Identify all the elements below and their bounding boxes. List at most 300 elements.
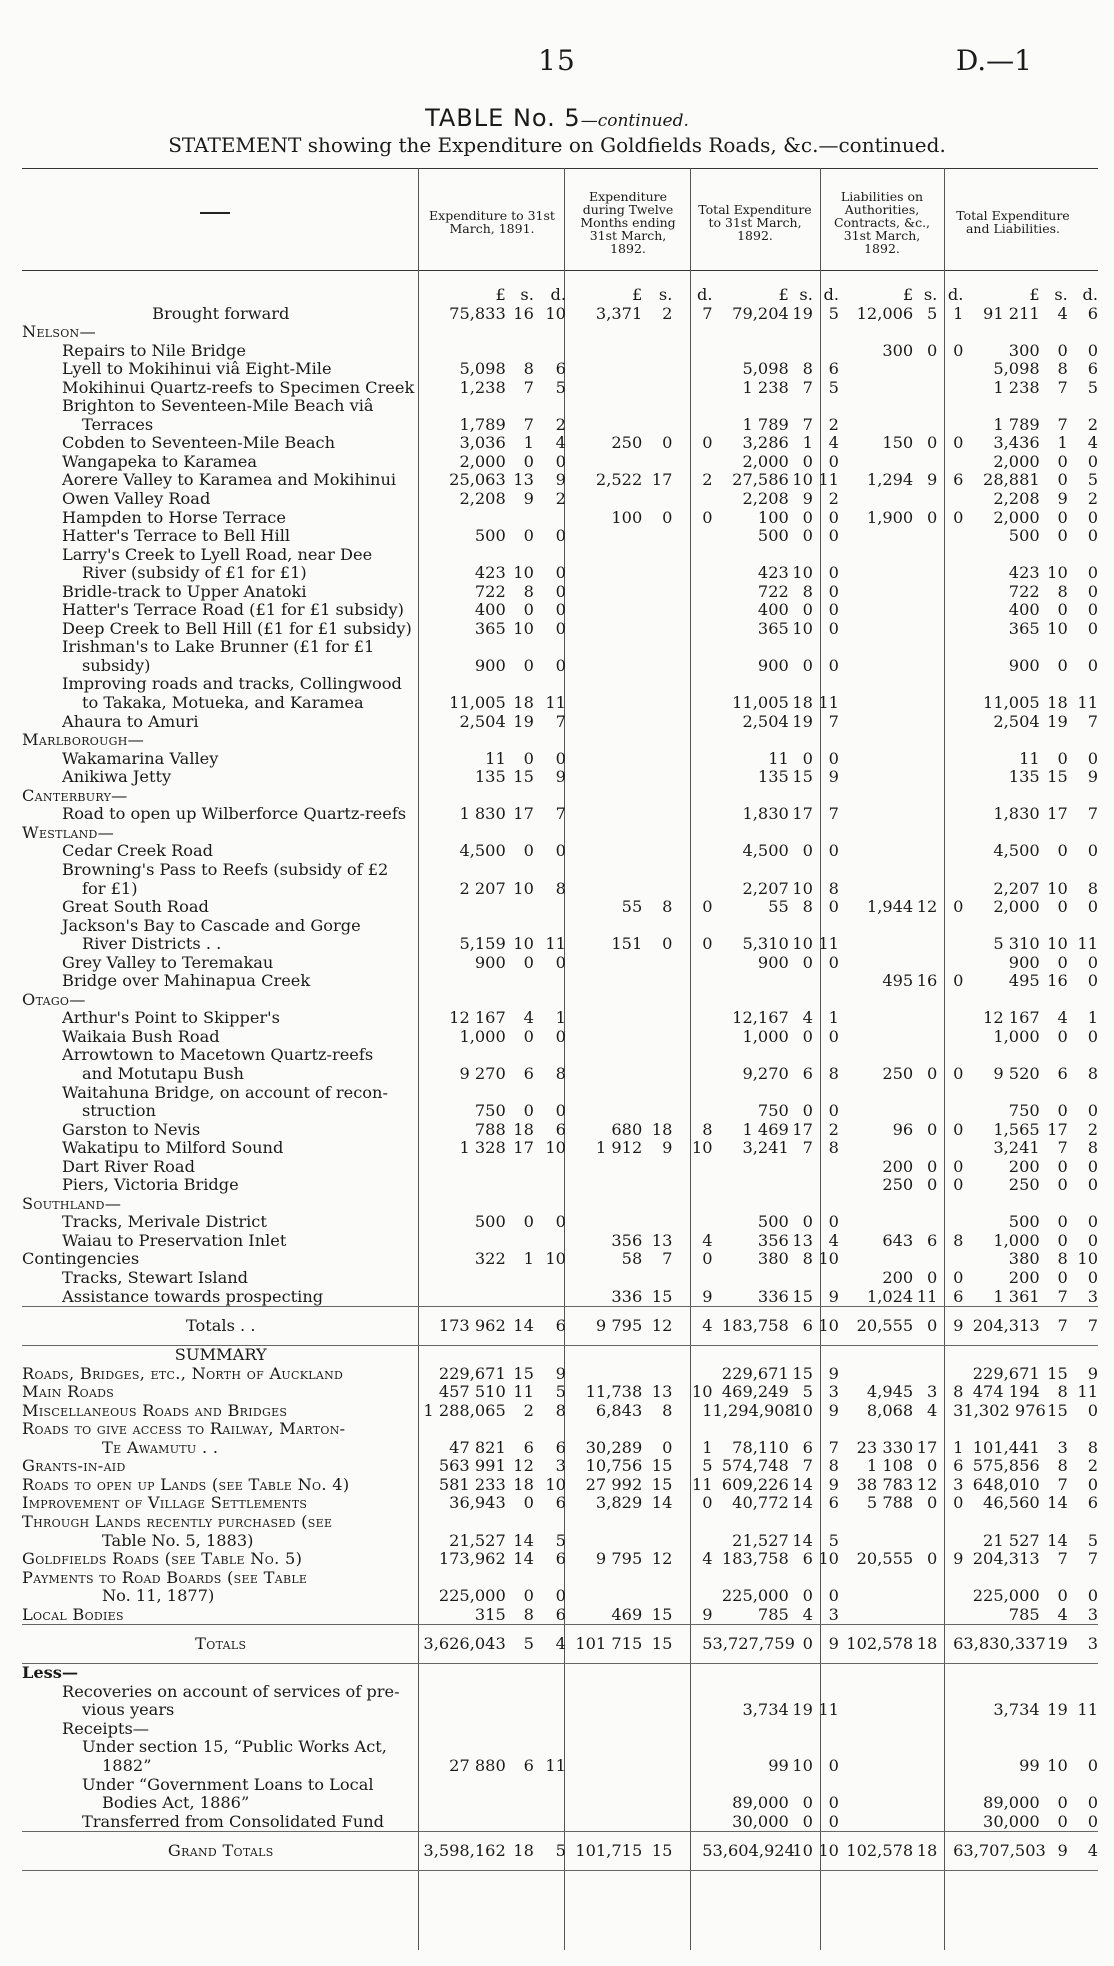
pounds-value: 1,000 (993, 1026, 1040, 1046)
table-row (22, 471, 1098, 490)
table-row (22, 342, 1098, 361)
pence-value (937, 1757, 963, 1776)
pounds-value: 2,207 (742, 878, 789, 898)
shillings-value: 10 (792, 563, 813, 583)
pounds-value (963, 1046, 1039, 1065)
pence-value: 0 (828, 526, 839, 546)
pounds-value (839, 564, 913, 583)
row-label: Recoveries on account of services of pre- (62, 1681, 400, 1701)
shillings-value (913, 750, 937, 769)
pounds-value: 900 (1008, 655, 1040, 675)
table-row (22, 1513, 1098, 1532)
shillings-value: 0 (662, 934, 673, 954)
shillings-value: 9 (1057, 489, 1068, 509)
row-label: Road to open up Wilberforce Quartz-reefs (62, 804, 407, 824)
pounds-value: 750 (474, 1101, 506, 1121)
shillings-value (642, 861, 672, 880)
pounds-value: 3,436 (993, 433, 1040, 453)
row-label: Marlborough— (22, 730, 145, 750)
pence-value (937, 1028, 963, 1047)
pence-value: 6 (555, 1604, 566, 1624)
pence-value (937, 397, 963, 416)
pence-value (672, 601, 712, 620)
pounds-value (419, 1084, 505, 1103)
pence-value: 8 (702, 1119, 713, 1139)
table-title-suffix: —continued. (580, 111, 689, 131)
shillings-value (913, 1102, 937, 1121)
pounds-value: 55 (621, 897, 643, 917)
shillings-value (642, 1776, 672, 1795)
pounds-value (419, 1346, 505, 1365)
shillings-value (913, 1701, 937, 1720)
pounds-value (839, 1102, 913, 1121)
pence-value (813, 824, 839, 843)
row-label: Grand Totals (22, 1832, 419, 1871)
row-label: Nelson— (22, 322, 96, 342)
pence-value (813, 638, 839, 657)
unit-label: d. (1082, 285, 1098, 304)
pence-value: 5 (555, 1530, 566, 1550)
pounds-value: 500 (474, 526, 506, 546)
pence-value (813, 323, 839, 342)
pence-value (813, 861, 839, 880)
row-label: Southland— (22, 1193, 122, 1213)
shillings-value (642, 453, 672, 472)
shillings-value: 13 (792, 1230, 813, 1250)
pounds-value (419, 1420, 505, 1439)
pence-value: 0 (1087, 1101, 1098, 1121)
pence-value: 0 (1087, 971, 1098, 991)
pence-value (672, 750, 712, 769)
pounds-value (566, 1587, 642, 1606)
pounds-value (419, 861, 505, 880)
pounds-value (839, 583, 913, 602)
pence-value: 0 (1087, 1756, 1098, 1776)
pounds-value (963, 397, 1039, 416)
row-label: Aorere Valley to Karamea and Mokihinui (62, 470, 397, 490)
row-label: Owen Valley Road (62, 489, 211, 509)
pounds-value (419, 397, 505, 416)
pounds-value (566, 1213, 642, 1232)
pounds-value (963, 1664, 1039, 1683)
unit-label: d. (697, 285, 713, 304)
row-label: Terraces (82, 414, 154, 434)
shillings-value (913, 1365, 937, 1384)
shillings-value: 0 (927, 1119, 938, 1139)
table-row (22, 638, 1098, 657)
shillings-value: 7 (1057, 1286, 1068, 1306)
pounds-value (566, 805, 642, 824)
pence-value (1068, 1420, 1098, 1439)
pounds-value (839, 1683, 913, 1702)
pence-value (672, 620, 712, 639)
row-label: Improvement of Village Settlements (22, 1493, 308, 1513)
pounds-value: 101 715 (566, 1625, 642, 1664)
pounds-value (839, 638, 913, 657)
pence-value: 0 (828, 1212, 839, 1232)
shillings-value: 0 (662, 1437, 673, 1457)
shillings-value: 0 (523, 1101, 534, 1121)
shillings-value: 12 (513, 1456, 534, 1476)
pence-value (813, 546, 839, 565)
pounds-value (419, 342, 505, 361)
shillings-value (913, 1720, 937, 1739)
pounds-value (839, 880, 913, 899)
pounds-value: 336 (757, 1286, 789, 1306)
shillings-value (642, 1664, 672, 1683)
row-label: Less— (22, 1663, 79, 1683)
pence-value: 5 (828, 303, 839, 323)
shillings-value (913, 546, 937, 565)
shillings-value (789, 1176, 813, 1195)
pounds-value (419, 1288, 505, 1307)
pence-value (1068, 824, 1098, 843)
pence-value (1068, 787, 1098, 806)
table-row (22, 991, 1098, 1010)
pence-value (937, 1213, 963, 1232)
shillings-value (913, 583, 937, 602)
shillings-value: 8 (802, 581, 813, 601)
pounds-value (713, 1664, 789, 1683)
shillings-value: 13 (513, 470, 534, 490)
shillings-value: 0 (523, 1586, 534, 1606)
pounds-value: 38 783 (856, 1474, 914, 1494)
pounds-value: 200 (1008, 1156, 1040, 1176)
shillings-value: 11 (916, 1286, 938, 1306)
shillings-value (913, 768, 937, 787)
pence-value: 11 (818, 1700, 839, 1720)
pounds-value: 204,313 (972, 1549, 1040, 1569)
pence-value (672, 917, 712, 936)
pounds-value (419, 824, 505, 843)
pence-value: 4 (534, 1625, 566, 1664)
pounds-value: 1,000 (742, 1026, 789, 1046)
pounds-value: 12 167 (983, 1008, 1040, 1028)
pence-value (937, 1776, 963, 1795)
shillings-value: 10 (513, 934, 534, 954)
shillings-value: 18 (506, 1832, 534, 1871)
pounds-value: 1,830 (742, 804, 789, 824)
shillings-value (913, 1046, 937, 1065)
pounds-value: 25,063 (449, 470, 506, 490)
pounds-value (963, 1195, 1039, 1214)
shillings-value (506, 1738, 534, 1757)
pence-value (534, 1813, 566, 1832)
shillings-value (913, 991, 937, 1010)
row-label: Great South Road (62, 897, 209, 917)
pounds-value (839, 416, 913, 435)
shillings-value (642, 1213, 672, 1232)
table-row (22, 416, 1098, 435)
pounds-value (566, 638, 642, 657)
pence-value (534, 1776, 566, 1795)
row-label (22, 286, 419, 305)
pounds-value: 250 (611, 433, 643, 453)
shillings-value (789, 546, 813, 565)
table-row (22, 527, 1098, 546)
pounds-value: 135 (757, 767, 789, 787)
pence-value: 0 (702, 507, 713, 527)
pounds-value (713, 1195, 789, 1214)
shillings-value: 14 (792, 1530, 813, 1550)
pence-value (672, 638, 712, 657)
pounds-value (566, 601, 642, 620)
shillings-value (642, 657, 672, 676)
shillings-value: 18 (513, 1474, 534, 1494)
shillings-value (789, 917, 813, 936)
shillings-value: 9 (802, 489, 813, 509)
shillings-value (789, 397, 813, 416)
shillings-value: 17 (916, 1437, 938, 1457)
shillings-value: 7 (523, 414, 534, 434)
pounds-value (839, 1009, 913, 1028)
pence-value: 2 (555, 489, 566, 509)
pence-value: 10 (691, 1138, 713, 1158)
pounds-value: 204,313 (963, 1307, 1039, 1346)
pence-value (534, 1232, 566, 1251)
shillings-value: 1 (1057, 433, 1068, 453)
pence-value (813, 675, 839, 694)
shillings-value (913, 1606, 937, 1625)
pence-value (672, 1720, 712, 1739)
pounds-value (839, 1046, 913, 1065)
shillings-value (913, 787, 937, 806)
pence-value: 1 (953, 1437, 964, 1457)
pence-value (534, 323, 566, 342)
pence-value (672, 1269, 712, 1288)
pounds-value: 356 (757, 1230, 789, 1250)
pounds-value (566, 490, 642, 509)
pounds-value: 4,500 (993, 841, 1040, 861)
pounds-value (963, 1420, 1039, 1439)
shillings-value: 0 (802, 1212, 813, 1232)
pounds-value (839, 1532, 913, 1551)
pounds-value: 2,000 (742, 451, 789, 471)
shillings-value: 8 (1057, 581, 1068, 601)
pounds-value (839, 360, 913, 379)
shillings-value: 14 (506, 1307, 534, 1346)
shillings-value: 7 (1057, 1474, 1068, 1494)
pence-value (813, 1158, 839, 1177)
pence-value: 6 (555, 1437, 566, 1457)
pence-value (937, 731, 963, 750)
pence-value: 11 (1077, 1382, 1098, 1402)
pence-value: 7 (828, 1437, 839, 1457)
pence-value: 0 (1087, 1212, 1098, 1232)
pence-value (937, 601, 963, 620)
shillings-value: 18 (1047, 693, 1068, 713)
pounds-value (419, 1176, 505, 1195)
pounds-value (839, 1250, 913, 1269)
pence-value: 9 (555, 767, 566, 787)
row-label: Repairs to Nile Bridge (62, 340, 246, 360)
shillings-value: 8 (1057, 1456, 1068, 1476)
pence-value (1068, 861, 1098, 880)
shillings-value (642, 397, 672, 416)
pounds-value (419, 1195, 505, 1214)
pounds-value: 225,000 (972, 1586, 1040, 1606)
shillings-value (913, 453, 937, 472)
shillings-value: 0 (523, 1212, 534, 1232)
pounds-value: 3,604,924 (713, 1832, 789, 1871)
pence-value (672, 490, 712, 509)
shillings-value: 5 (506, 1625, 534, 1664)
pence-value: 9 (828, 1363, 839, 1383)
pence-value: 9 (937, 1307, 963, 1346)
pence-value (937, 379, 963, 398)
pence-value: 7 (555, 804, 566, 824)
shillings-value: 15 (651, 1474, 673, 1494)
pence-value (672, 1065, 712, 1084)
pounds-value: 5 788 (866, 1493, 914, 1513)
pence-value: 0 (953, 1119, 964, 1139)
shillings-value: 0 (927, 1175, 938, 1195)
pence-value (534, 917, 566, 936)
shillings-value: 7 (523, 377, 534, 397)
pounds-value (839, 397, 913, 416)
pounds-value (839, 1569, 913, 1588)
table-row (22, 1587, 1098, 1606)
pounds-value: 2,000 (993, 507, 1040, 527)
pounds-value (963, 1738, 1039, 1757)
pence-value: 6 (953, 470, 964, 490)
row-label: Transferred from Consolidated Fund (82, 1811, 385, 1831)
shillings-value: 6 (802, 1549, 813, 1569)
pounds-value: 500 (757, 526, 789, 546)
row-label: Cobden to Seventeen-Mile Beach (62, 433, 336, 453)
pounds-value (839, 1664, 913, 1683)
pounds-value: 12,006 (856, 303, 914, 323)
row-label: Totals . . (22, 1307, 419, 1346)
shillings-value: 12 (651, 1549, 673, 1569)
pounds-value: 3,707,503 (963, 1832, 1039, 1871)
table-row (22, 1084, 1098, 1103)
table-row (22, 564, 1098, 583)
shillings-value: 7 (1057, 1549, 1068, 1569)
pence-value (534, 1720, 566, 1739)
pounds-value: 229,671 (438, 1363, 506, 1383)
pounds-value: 75,833 (449, 303, 506, 323)
pence-value (937, 768, 963, 787)
pounds-value: 28,881 (983, 470, 1040, 490)
table-body (22, 286, 1098, 1871)
shillings-value: 0 (1057, 952, 1068, 972)
pounds-value (419, 546, 505, 565)
pounds-value (566, 1513, 642, 1532)
pounds-value: 3,286 (742, 433, 789, 453)
pounds-value: 229,671 (972, 1363, 1040, 1383)
pounds-value (713, 397, 789, 416)
pence-value: 0 (1087, 618, 1098, 638)
pounds-value: 47 821 (449, 1437, 506, 1457)
shillings-value: 0 (802, 1811, 813, 1831)
shillings-value (1040, 1683, 1068, 1702)
pounds-value: 101,715 (566, 1832, 642, 1871)
pounds-value (566, 397, 642, 416)
pence-value (672, 1176, 712, 1195)
shillings-value: 15 (651, 1286, 673, 1306)
pence-value (813, 731, 839, 750)
pence-value (672, 1365, 712, 1384)
row-label: Improving roads and tracks, Collingwood (62, 674, 402, 694)
shillings-value: 10 (792, 618, 813, 638)
pounds-value (566, 1776, 642, 1795)
pence-value (937, 564, 963, 583)
table-row (22, 620, 1098, 639)
pence-value: 2 (1087, 489, 1098, 509)
pence-value (672, 657, 712, 676)
shillings-value: 9 (1040, 1832, 1068, 1871)
shillings-value (506, 1269, 534, 1288)
shillings-value (1040, 638, 1068, 657)
pence-value (813, 342, 839, 361)
pounds-value (419, 731, 505, 750)
pounds-value (963, 917, 1039, 936)
pounds-value: 5,310 (742, 934, 789, 954)
pence-value (813, 991, 839, 1010)
pence-value: 8 (828, 1456, 839, 1476)
pounds-value: 1 789 (993, 414, 1040, 434)
shillings-value (913, 824, 937, 843)
shillings-value: 18 (513, 693, 534, 713)
pounds-value: 21,527 (732, 1530, 789, 1550)
pence-value: 0 (555, 451, 566, 471)
pounds-value (566, 546, 642, 565)
row-label: Arrowtown to Macetown Quartz-reefs (62, 1045, 374, 1065)
pence-value (937, 713, 963, 732)
pounds-value: 40,772 (732, 1493, 789, 1513)
shillings-value (913, 323, 937, 342)
pounds-value (566, 824, 642, 843)
shillings-value (789, 1738, 813, 1757)
shillings-value: 0 (927, 1267, 938, 1287)
pence-value (937, 657, 963, 676)
pence-value: 6 (1087, 359, 1098, 379)
pounds-value: 5,098 (459, 359, 506, 379)
pounds-value: 225,000 (438, 1586, 506, 1606)
pounds-value: 2,504 (742, 711, 789, 731)
pence-value: 0 (828, 1586, 839, 1606)
shillings-value: 1 (802, 433, 813, 453)
pence-value (1068, 1776, 1098, 1795)
shillings-value (913, 1009, 937, 1028)
shillings-value (913, 1346, 937, 1365)
pence-value (534, 1269, 566, 1288)
shillings-value: 0 (523, 748, 534, 768)
pence-value: 8 (953, 1382, 964, 1402)
shillings-value (506, 787, 534, 806)
pounds-value: 58 (621, 1249, 643, 1269)
row-label: Wakatipu to Milford Sound (62, 1138, 284, 1158)
row-label: No. 11, 1877) (102, 1586, 215, 1606)
shillings-value (913, 1420, 937, 1439)
pence-value: 5 (1087, 1530, 1098, 1550)
shillings-value (506, 1720, 534, 1739)
pounds-value (419, 1794, 505, 1813)
shillings-value (913, 1213, 937, 1232)
pounds-value: 5,098 (993, 359, 1040, 379)
shillings-value (1040, 731, 1068, 750)
shillings-value: 13 (651, 1230, 673, 1250)
pounds-value: 30,000 (983, 1811, 1040, 1831)
pence-value: 3 (953, 1474, 964, 1494)
shillings-value (506, 1701, 534, 1720)
pounds-value (839, 601, 913, 620)
pounds-value (566, 1046, 642, 1065)
pence-value: 0 (828, 1811, 839, 1831)
pence-value: 11 (691, 1474, 713, 1494)
table-row (22, 1476, 1098, 1495)
